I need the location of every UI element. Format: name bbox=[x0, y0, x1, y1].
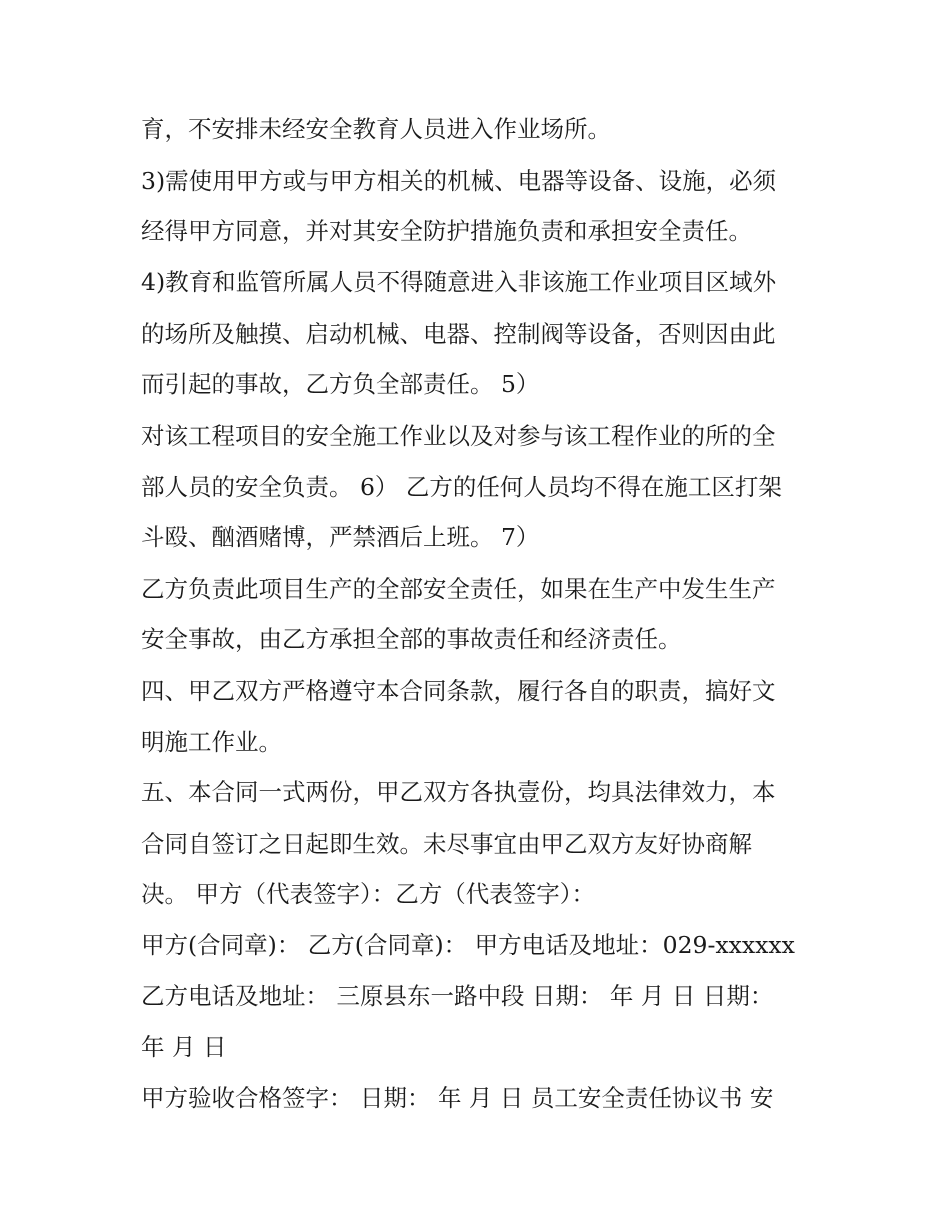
text-line: 的场所及触摸、启动机械、电器、控制阀等设备，否则因由此 bbox=[141, 320, 776, 348]
text-line: 部人员的安全负责。 6） 乙方的任何人员均不得在施工区打架 bbox=[141, 473, 782, 501]
text-line: 4)教育和监管所属人员不得随意进入非该施工作业项目区域外 bbox=[141, 268, 777, 296]
text-line: 而引起的事故，乙方负全部责任。 5） bbox=[141, 370, 540, 398]
text-line: 乙方电话及地址： 三原县东一路中段 日期： 年 月 日 日期： bbox=[141, 982, 774, 1010]
text-line: 甲方(合同章)： 乙方(合同章)： 甲方电话及地址：029-xxxxxx bbox=[141, 931, 795, 959]
text-line: 对该工程项目的安全施工作业以及对参与该工程作业的所的全 bbox=[141, 422, 776, 450]
text-line: 安全事故，由乙方承担全部的事故责任和经济责任。 bbox=[141, 625, 682, 653]
text-line: 甲方验收合格签字： 日期： 年 月 日 员工安全责任协议书 安 bbox=[141, 1084, 774, 1112]
text-line: 决。 甲方（代表签字）：乙方（代表签字）： bbox=[141, 880, 595, 908]
text-line: 明施工作业。 bbox=[141, 728, 282, 756]
text-line: 四、甲乙双方严格遵守本合同条款，履行各自的职责，搞好文 bbox=[141, 677, 776, 705]
text-line: 五、本合同一式两份，甲乙双方各执壹份，均具法律效力，本 bbox=[141, 778, 776, 806]
text-line: 3)需使用甲方或与甲方相关的机械、电器等设备、设施，必须 bbox=[141, 167, 777, 195]
text-line: 斗殴、酗酒赌博，严禁酒后上班。 7） bbox=[141, 523, 540, 551]
text-line: 育，不安排未经安全教育人员进入作业场所。 bbox=[141, 115, 611, 143]
text-line: 乙方负责此项目生产的全部安全责任，如果在生产中发生生产 bbox=[141, 575, 776, 603]
text-line: 年 月 日 bbox=[141, 1033, 227, 1061]
text-line: 合同自签订之日起即生效。未尽事宜由甲乙双方友好协商解 bbox=[141, 830, 752, 858]
text-line: 经得甲方同意，并对其安全防护措施负责和承担安全责任。 bbox=[141, 217, 752, 245]
